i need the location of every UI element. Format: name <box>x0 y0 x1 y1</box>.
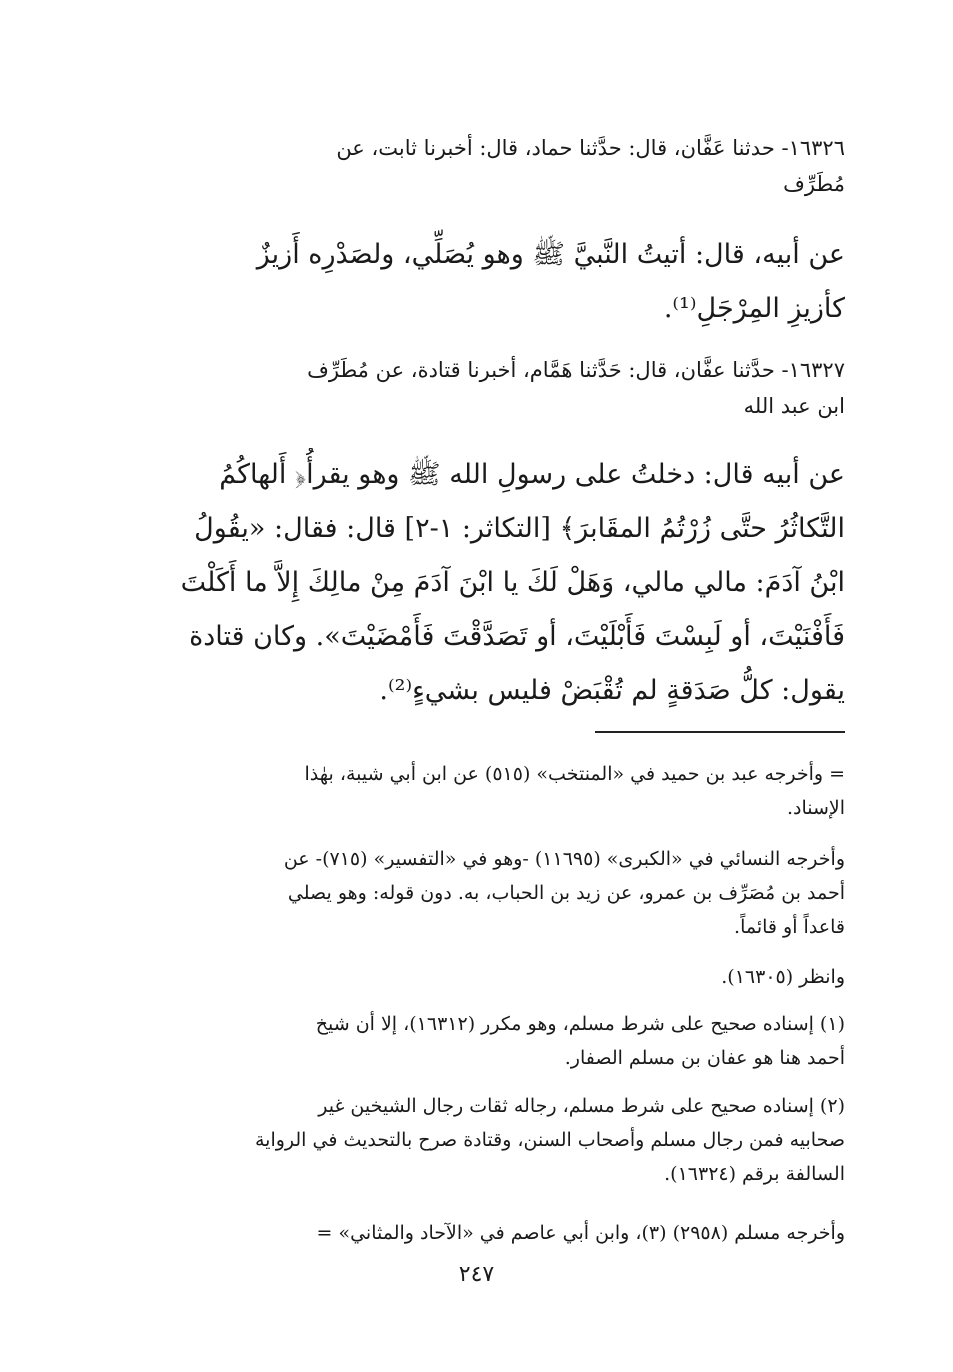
page-number: ٢٤٧ <box>458 1262 495 1287</box>
text-line: وأخرجه النسائي في «الكبرى» (١١٦٩٥) -وهو في «التفسير» (٧١٥)- عن <box>283 848 845 870</box>
footnote-divider <box>595 731 845 733</box>
text-line: مُطَرِّف <box>783 172 845 196</box>
text-line: ١٦٣٢٦- حدثنا عَفَّان، قال: حدَّثنا حماد، قال: أخبرنا ثابت، عن <box>336 136 845 160</box>
footnote-nasai <box>107 842 845 944</box>
text-line: عن أبيه قال: دخلتُ على رسولِ الله ﷺ وهو يقرأُ﴿ أَلهاكُمُ <box>219 459 845 490</box>
text-line: يقول: كلُّ صَدَقةٍ لم تُقْبَضْ فليس بشيءٍ⁽²⁾. <box>379 675 845 706</box>
text-line: أحمد بن مُصَرِّف بن عمرو، عن زيد بن الحباب، به. دون قوله: وهو يصلي <box>287 882 845 904</box>
text-line: الإسناد. <box>786 797 845 819</box>
text-line: قاعداً أو قائماً. <box>734 916 845 938</box>
footnote-1 <box>107 1007 845 1075</box>
footnote-muslim <box>107 1216 845 1250</box>
text-line: (١) إسناده صحيح على شرط مسلم، وهو مكرر (١٦٣١٢)، إلا أن شيخ <box>315 1013 845 1035</box>
text-line: وأخرجه مسلم (٢٩٥٨) (٣)، وابن أبي عاصم في «الآحاد والمثاني» = <box>316 1222 845 1244</box>
text-line: أحمد هنا هو عفان بن مسلم الصفار. <box>564 1047 845 1069</box>
text-line: التَّكاثُرُ حتَّى زُرْتُمُ المقَابرَ﴾ [التكاثر: ١-٢] قال: فقال: «يقُولُ <box>194 513 845 544</box>
hadith-16326-matn <box>107 228 845 336</box>
footnote-see-also <box>107 960 845 994</box>
hadith-16326-isnad <box>107 130 845 202</box>
hadith-16327-isnad <box>107 352 845 424</box>
text-line: عن أبيه، قال: أتيتُ النَّبيَّ ﷺ وهو يُصَلِّي، ولصَدْرِه أَزيزٌ <box>256 239 845 270</box>
text-line: وانظر (١٦٣٠٥). <box>721 966 845 988</box>
text-line: صحابيه فمن رجال مسلم وأصحاب السنن، وقتادة صرح بالتحديث في الرواية <box>254 1129 845 1151</box>
text-line: ابْنُ آدَمَ: مالي مالي، وَهَلْ لَكَ يا ابْنَ آدَمَ مِنْ مالِكَ إِلاَّ ما أَكَلْتَ <box>180 567 845 598</box>
text-line: (٢) إسناده صحيح على شرط مسلم، رجاله ثقات رجال الشيخين غير <box>318 1095 845 1117</box>
hadith-16327-matn <box>107 448 845 718</box>
text-line <box>107 757 845 791</box>
footnote-continued <box>107 757 845 825</box>
text-line: ١٦٣٢٧- حدَّثنا عفَّان، قال: حَدَّثنا هَمَّام، أخبرنا قتادة، عن مُطَرِّف <box>307 358 845 382</box>
text-span: وأخرجه عبد بن حميد في «المنتخب» (٥١٥) عن ابن أبي شيبة، بهٰذا <box>304 763 824 785</box>
text-line: كأزيزِ المِرْجَلِ⁽¹⁾. <box>663 293 845 324</box>
text-line: ابن عبد الله <box>743 394 845 418</box>
footnote-2 <box>107 1089 845 1191</box>
continuation-marker: = <box>829 763 845 785</box>
text-line: السالفة برقم (١٦٣٢٤). <box>664 1163 845 1185</box>
text-line: فَأَفْنَيْتَ، أو لَبِسْتَ فَأَبْلَيْتَ، أو تَصَدَّقْتَ فَأَمْضَيْتَ». وكان قتادة <box>189 621 845 652</box>
